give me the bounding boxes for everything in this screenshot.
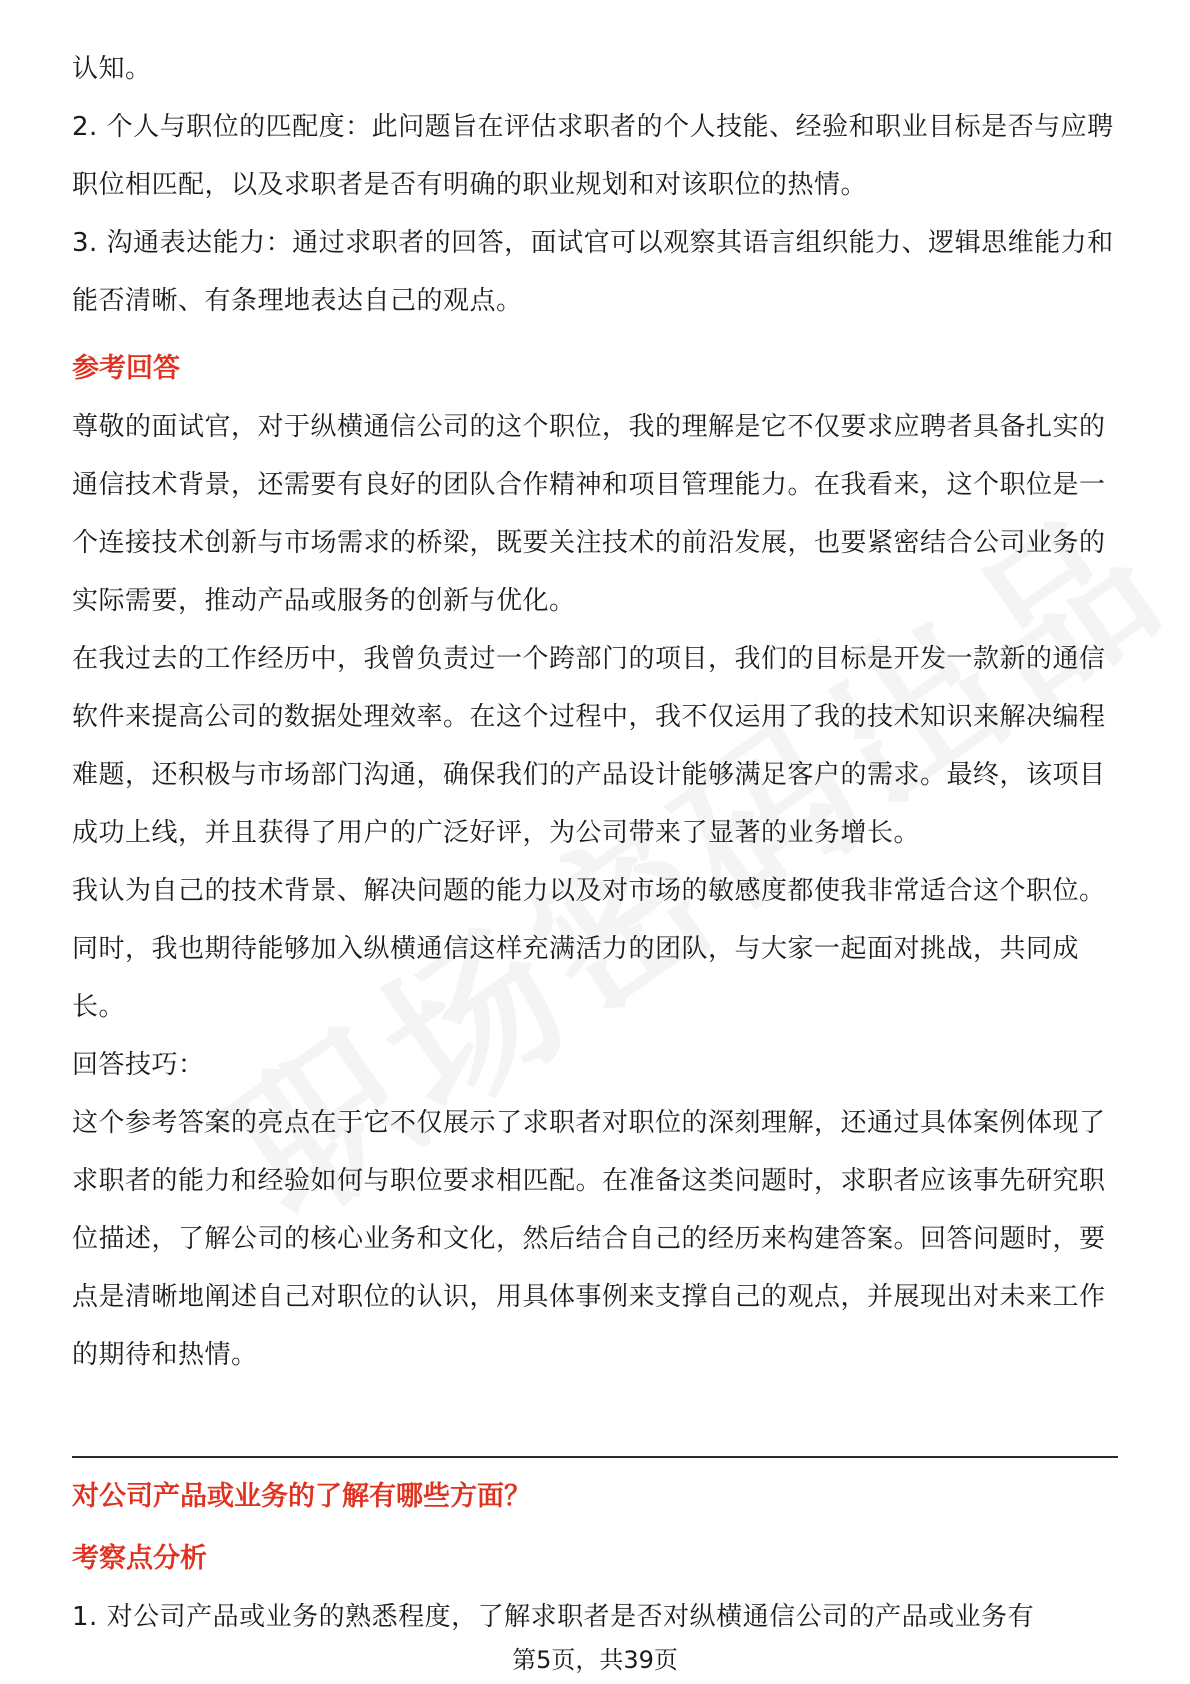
intro-tail: 认知。 bbox=[72, 54, 152, 84]
analysis-point-3: 3. 沟通表达能力：通过求职者的回答，面试官可以观察其语言组织能力、逻辑思维能力和能否清晰、有条理地表达自己的观点。 bbox=[72, 228, 1114, 316]
next-section bbox=[72, 1468, 1118, 1646]
reference-heading: 参考回答 bbox=[72, 353, 180, 384]
page-content bbox=[72, 40, 1118, 1384]
reference-paragraph-2: 在我过去的工作经历中，我曾负责过一个跨部门的项目，我们的目标是开发一款新的通信软件来提高公司的数据处理效率。在这个过程中，我不仅运用了我的技术知识来解决编程难题，还积极与市场部门沟通，确保我们的产品设计能够满足客户的需求。最终，该项目成功上线，并且获得了用户的广泛好评，为公司带来了显著的业务增长。 bbox=[72, 644, 1106, 848]
analysis-heading: 考察点分析 bbox=[72, 1543, 207, 1574]
next-question-heading: 对公司产品或业务的了解有哪些方面？ bbox=[72, 1481, 531, 1512]
tips-label: 回答技巧： bbox=[72, 1050, 205, 1080]
reference-paragraph-3: 我认为自己的技术背景、解决问题的能力以及对市场的敏感度都使我非常适合这个职位。同时，我也期待能够加入纵横通信这样充满活力的团队，与大家一起面对挑战，共同成长。 bbox=[72, 876, 1106, 1022]
reference-paragraph-1: 尊敬的面试官，对于纵横通信公司的这个职位，我的理解是它不仅要求应聘者具备扎实的通信技术背景，还需要有良好的团队合作精神和项目管理能力。在我看来，这个职位是一个连接技术创新与市场需求的桥梁，既要关注技术的前沿发展，也要紧密结合公司业务的实际需要，推动产品或服务的创新与优化。 bbox=[72, 412, 1106, 616]
next-analysis-point-1: 1. 对公司产品或业务的熟悉程度，了解求职者是否对纵横通信公司的产品或业务有 bbox=[72, 1602, 1035, 1632]
section-divider bbox=[72, 1456, 1118, 1458]
analysis-point-2: 2. 个人与职位的匹配度：此问题旨在评估求职者的个人技能、经验和职业目标是否与应聘职位相匹配，以及求职者是否有明确的职业规划和对该职位的热情。 bbox=[72, 112, 1114, 200]
page-number: 第5页，共39页 bbox=[512, 1646, 678, 1674]
tips-text: 这个参考答案的亮点在于它不仅展示了求职者对职位的深刻理解，还通过具体案例体现了求职者的能力和经验如何与职位要求相匹配。在准备这类问题时，求职者应该事先研究职位描述，了解公司的核心业务和文化，然后结合自己的经历来构建答案。回答问题时，要点是清晰地阐述自己对职位的认识，用具体事例来支撑自己的观点，并展现出对未来工作的期待和热情。 bbox=[72, 1108, 1106, 1370]
